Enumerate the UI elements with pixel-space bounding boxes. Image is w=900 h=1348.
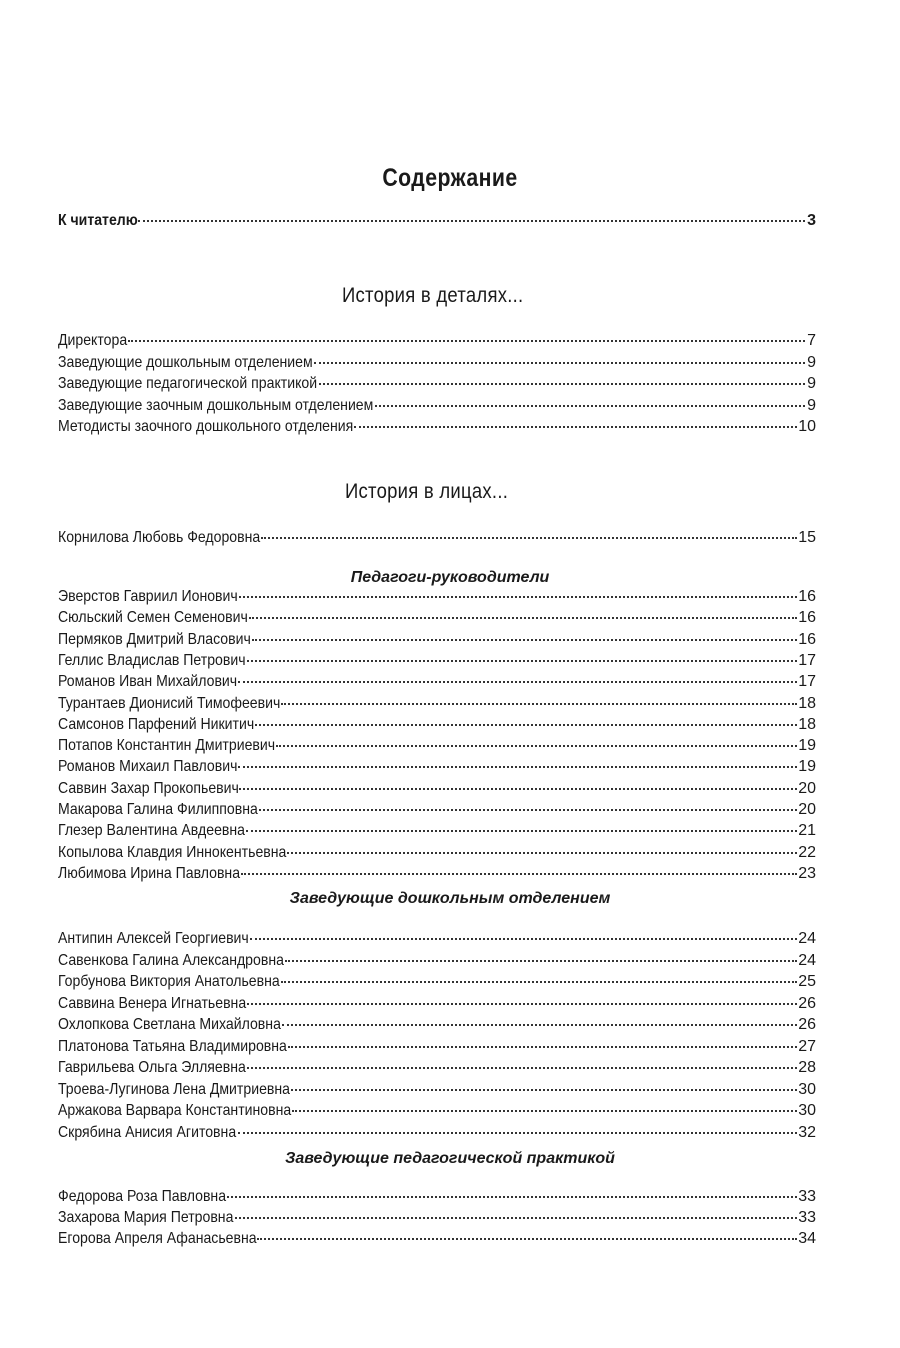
toc-entry-page: 32 xyxy=(798,1123,816,1141)
toc-entry-label: Заведующие педагогической практикой xyxy=(58,375,318,392)
toc-entry-label: Методисты заочного дошкольного отделения xyxy=(58,418,354,435)
toc-entry[interactable] xyxy=(58,801,816,823)
toc-entry-label: Саввина Венера Игнатьевна xyxy=(58,994,247,1012)
leader-dots xyxy=(291,1089,798,1091)
leader-dots xyxy=(276,745,797,747)
leader-dots xyxy=(247,660,797,662)
toc-entry[interactable] xyxy=(58,588,816,610)
toc-entry[interactable] xyxy=(58,631,816,653)
toc-entry-label: Глезер Валентина Авдеевна xyxy=(58,822,245,840)
toc-entry-label: Заведующие заочным дошкольным отделением xyxy=(58,396,374,414)
toc-entry-page: 24 xyxy=(798,951,816,969)
toc-entry-label: Платонова Татьяна Владимировна xyxy=(58,1037,287,1055)
toc-entry[interactable] xyxy=(58,1209,816,1231)
toc-entry-page: 17 xyxy=(798,673,816,691)
toc-entry-label: Романов Михаил Павлович xyxy=(58,758,238,776)
toc-entry-label: Эверстов Гавриил Ионович xyxy=(58,588,238,605)
toc-entry-page: 9 xyxy=(807,353,816,371)
toc-entry[interactable] xyxy=(58,652,816,674)
toc-entry-page: 7 xyxy=(807,332,816,349)
toc-entry[interactable] xyxy=(58,397,816,419)
leader-dots xyxy=(259,809,797,811)
leader-dots xyxy=(227,1196,797,1198)
leader-dots xyxy=(238,681,798,683)
toc-entry[interactable] xyxy=(58,844,816,866)
toc-entry-page: 20 xyxy=(798,801,816,818)
toc-entry[interactable] xyxy=(58,418,816,440)
toc-entry-page: 20 xyxy=(798,779,816,797)
leader-dots xyxy=(235,1217,797,1219)
leader-dots xyxy=(250,938,798,940)
leader-dots xyxy=(375,405,805,407)
section-heading-details: История в деталях... xyxy=(342,284,524,307)
leader-dots xyxy=(249,617,798,619)
toc-entry-label: К читателю xyxy=(58,212,138,229)
toc-entry[interactable] xyxy=(58,865,816,887)
toc-entry[interactable] xyxy=(58,1124,816,1146)
page-title: Содержание xyxy=(382,164,518,192)
toc-entry[interactable] xyxy=(58,673,816,695)
leader-dots xyxy=(314,362,805,364)
toc-entry-label: Савенкова Галина Александровна xyxy=(58,951,284,969)
leader-dots xyxy=(285,960,798,962)
toc-entry-label: Скрябина Анисия Агитовна xyxy=(58,1123,237,1141)
toc-entry-label: Федорова Роза Павловна xyxy=(58,1188,227,1205)
toc-entry[interactable] xyxy=(58,1230,816,1252)
toc-entry-page: 18 xyxy=(798,715,816,733)
toc-entry[interactable] xyxy=(58,1059,816,1081)
toc-entry-label: Копылова Клавдия Иннокентьевна xyxy=(58,843,287,861)
toc-entry[interactable] xyxy=(58,1038,816,1060)
toc-entry-label: Директора xyxy=(58,332,128,349)
toc-entry-label: Антипин Алексей Георгиевич xyxy=(58,930,249,947)
leader-dots xyxy=(257,1238,797,1240)
toc-entry[interactable] xyxy=(58,529,816,551)
leader-dots xyxy=(247,1067,797,1069)
subsection-heading-preschool: Заведующие дошкольным отделением xyxy=(289,890,611,907)
toc-entry[interactable] xyxy=(58,952,816,974)
toc-entry-page: 21 xyxy=(798,822,816,840)
toc-entry[interactable] xyxy=(58,1081,816,1103)
toc-entry-page: 30 xyxy=(798,1080,816,1098)
toc-entry-page: 24 xyxy=(798,930,816,947)
toc-entry[interactable] xyxy=(58,995,816,1017)
toc-entry-page: 33 xyxy=(798,1188,816,1205)
toc-entry-label: Гаврильева Ольга Элляевна xyxy=(58,1059,246,1076)
toc-entry-page: 10 xyxy=(798,418,816,435)
section-heading-faces: История в лицах... xyxy=(345,480,509,503)
leader-dots xyxy=(247,1003,797,1005)
leader-dots xyxy=(246,830,798,832)
toc-entry-label: Троева-Лугинова Лена Дмитриевна xyxy=(58,1080,290,1098)
leader-dots xyxy=(138,220,805,222)
toc-entry[interactable] xyxy=(58,930,816,952)
toc-entry-label: Макарова Галина Филипповна xyxy=(58,801,258,818)
toc-entry-label: Горбунова Виктория Анатольевна xyxy=(58,973,280,990)
toc-entry[interactable] xyxy=(58,716,816,738)
toc-entry-page: 9 xyxy=(807,375,816,392)
toc-entry-label: Геллис Владислав Петрович xyxy=(58,651,246,669)
leader-dots xyxy=(282,1024,797,1026)
toc-entry-page: 19 xyxy=(798,758,816,776)
toc-entry-page: 9 xyxy=(807,396,816,414)
leader-dots xyxy=(319,383,805,385)
leader-dots xyxy=(287,852,797,854)
toc-entry-label: Самсонов Парфений Никитич xyxy=(58,715,255,733)
toc-entry[interactable] xyxy=(58,973,816,995)
toc-entry-page: 23 xyxy=(798,864,816,882)
toc-entry[interactable] xyxy=(58,1102,816,1124)
toc-entry-label: Егорова Апреля Афанасьевна xyxy=(58,1230,257,1247)
toc-entry[interactable] xyxy=(58,695,816,717)
toc-entry-page: 17 xyxy=(798,651,816,669)
toc-entry-page: 15 xyxy=(798,529,816,546)
toc-entry[interactable] xyxy=(58,1188,816,1210)
toc-entry-page: 3 xyxy=(807,212,816,229)
toc-entry-label: Корнилова Любовь Федоровна xyxy=(58,529,261,546)
toc-entry-label: Аржакова Варвара Константиновна xyxy=(58,1102,292,1119)
leader-dots xyxy=(128,340,805,342)
leader-dots xyxy=(239,596,797,598)
toc-entry-page: 26 xyxy=(798,994,816,1012)
toc-entry-label: Пермяков Дмитрий Власович xyxy=(58,630,251,648)
leader-dots xyxy=(255,724,797,726)
toc-entry-page: 25 xyxy=(798,973,816,990)
toc-entry-label: Потапов Константин Дмитриевич xyxy=(58,737,276,755)
leader-dots xyxy=(238,1132,798,1134)
toc-entry[interactable] xyxy=(58,375,816,397)
toc-entry-page: 28 xyxy=(798,1059,816,1076)
toc-entry-page: 34 xyxy=(798,1230,816,1247)
subsection-heading-practice: Заведующие педагогической практикой xyxy=(285,1150,615,1167)
toc-entry-page: 16 xyxy=(798,609,816,627)
toc-entry-page: 16 xyxy=(798,630,816,648)
leader-dots xyxy=(292,1110,797,1112)
toc-entry-label: Любимова Ирина Павловна xyxy=(58,864,241,882)
leader-dots xyxy=(239,788,797,790)
toc-entry[interactable] xyxy=(58,354,816,376)
toc-entry[interactable] xyxy=(58,780,816,802)
toc-entry[interactable] xyxy=(58,758,816,780)
leader-dots xyxy=(252,639,797,641)
toc-entry-label: Турантаев Дионисий Тимофеевич xyxy=(58,694,281,712)
toc-entry-label: Захарова Мария Петровна xyxy=(58,1209,234,1226)
leader-dots xyxy=(238,766,797,768)
toc-entry[interactable] xyxy=(58,1016,816,1038)
subsection-heading-teachers: Педагоги-руководители xyxy=(350,569,550,586)
toc-entry-page: 22 xyxy=(798,843,816,861)
leader-dots xyxy=(261,537,797,539)
toc-entry-page: 18 xyxy=(798,694,816,712)
toc-entry-label: Романов Иван Михайлович xyxy=(58,673,238,691)
toc-entry-page: 33 xyxy=(798,1209,816,1226)
toc-entry-page: 27 xyxy=(798,1037,816,1055)
toc-entry-intro[interactable] xyxy=(58,212,816,234)
toc-entry-label: Сюльский Семен Семенович xyxy=(58,609,248,627)
toc-entry[interactable] xyxy=(58,332,816,354)
toc-entry-page: 16 xyxy=(798,588,816,605)
toc-entry-page: 26 xyxy=(798,1016,816,1033)
toc-entry[interactable] xyxy=(58,609,816,631)
leader-dots xyxy=(288,1046,797,1048)
toc-entry-label: Саввин Захар Прокопьевич xyxy=(58,779,239,797)
toc-entry-label: Охлопкова Светлана Михайловна xyxy=(58,1016,281,1033)
toc-entry[interactable] xyxy=(58,822,816,844)
leader-dots xyxy=(281,703,797,705)
toc-entry[interactable] xyxy=(58,737,816,759)
toc-entry-page: 30 xyxy=(798,1102,816,1119)
leader-dots xyxy=(281,981,798,983)
toc-entry-page: 19 xyxy=(798,737,816,755)
leader-dots xyxy=(241,873,797,875)
leader-dots xyxy=(354,426,797,428)
toc-entry-label: Заведующие дошкольным отделением xyxy=(58,353,313,371)
